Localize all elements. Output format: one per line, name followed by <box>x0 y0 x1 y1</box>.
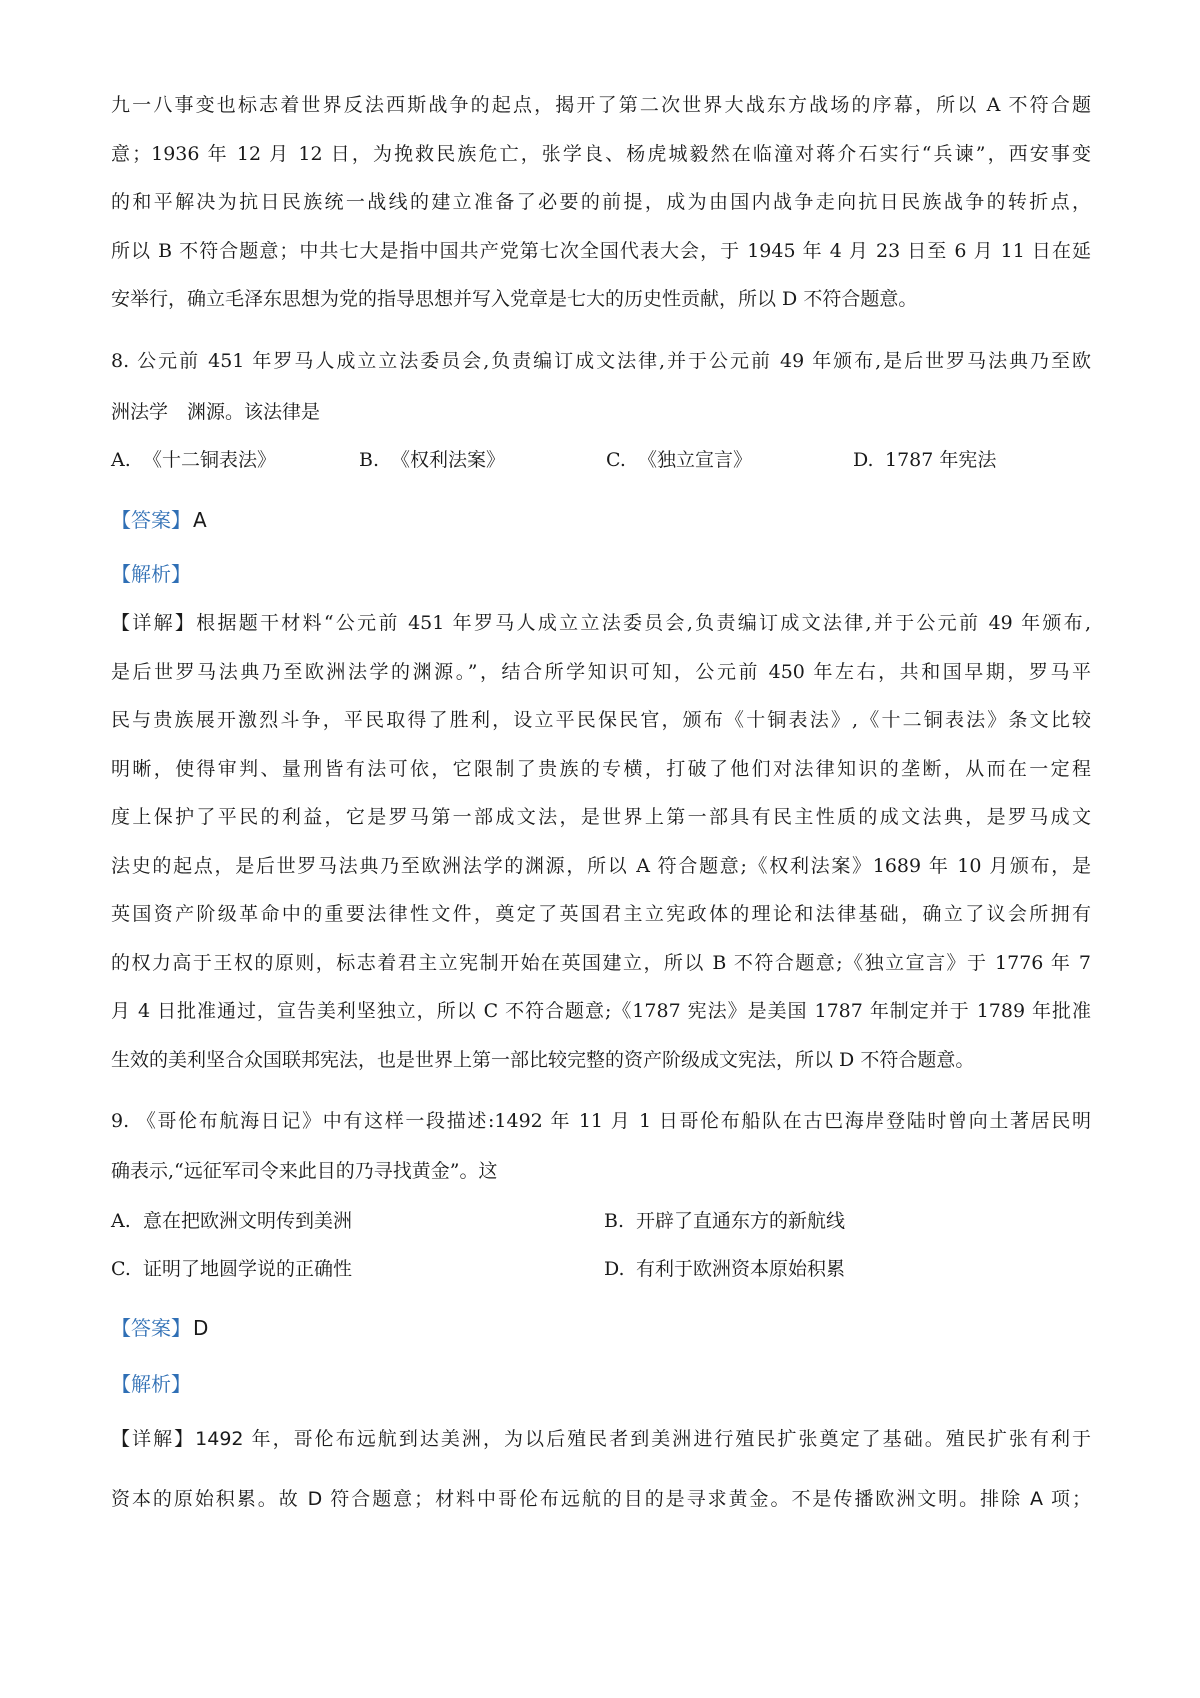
q9-detail-line: 资本的原始积累。故 D 符合题意；材料中哥伦布远航的目的是寻求黄金。不是传播欧洲文明。排除 A 项； <box>111 1488 1091 1510</box>
q8-option-d: D. 1787 年宪法 <box>853 449 997 471</box>
q8-detail-line: 度上保护了平民的利益，它是罗马第一部成文法，是世界上第一部具有民主性质的成文法典，是罗马成文 <box>111 806 1091 828</box>
answer-value: A <box>193 508 207 532</box>
answer-label: 【答案】 <box>111 508 191 532</box>
text-line: 意；1936 年 12 月 12 日，为挽救民族危亡，张学良、杨虎城毅然在临潼对蒋介石实行“兵谏”，西安事变 <box>111 143 1091 165</box>
q8-option-c: C. 《独立宣言》 <box>606 449 753 471</box>
q8-detail-line: 【详解】根据题干材料“公元前 451 年罗马人成立立法委员会,负责编订成文法律,并于公元前 49 年颁布, <box>111 612 1091 634</box>
question-9-stem: 确表示,“远征军司令来此目的乃寻找黄金”。这 <box>111 1160 498 1182</box>
question-8-stem: 洲法学 渊源。该法律是 <box>111 401 321 423</box>
q9-option-d: D. 有利于欧洲资本原始积累 <box>604 1258 846 1280</box>
answer-value: D <box>193 1316 209 1340</box>
text-line: 九一八事变也标志着世界反法西斯战争的起点，揭开了第二次世界大战东方战场的序幕，所以 A 不符合题 <box>111 94 1091 116</box>
q9-analysis-label: 【解析】 <box>111 1372 191 1396</box>
q8-detail-line: 民与贵族展开激烈斗争，平民取得了胜利，设立平民保民官，颁布《十铜表法》,《十二铜表法》条文比较 <box>111 709 1091 731</box>
text-line: 安举行，确立毛泽东思想为党的指导思想并写入党章是七大的历史性贡献，所以 D 不符合题意。 <box>111 288 918 310</box>
q8-detail-line: 生效的美利坚合众国联邦宪法，也是世界上第一部比较完整的资产阶级成文宪法，所以 D 不符合题意。 <box>111 1049 975 1071</box>
q8-detail-line: 法史的起点，是后世罗马法典乃至欧洲法学的渊源，所以 A 符合题意;《权利法案》1689 年 10 月颁布，是 <box>111 855 1091 877</box>
text-line: 所以 B 不符合题意；中共七大是指中国共产党第七次全国代表大会，于 1945 年 4 月 23 日至 6 月 11 日在延 <box>111 240 1091 262</box>
q8-answer <box>111 510 207 530</box>
question-9-stem: 9. 《哥伦布航海日记》中有这样一段描述:1492 年 11 月 1 日哥伦布船队在古巴海岸登陆时曾向土著居民明 <box>111 1110 1091 1132</box>
text-line: 的和平解决为抗日民族统一战线的建立准备了必要的前提，成为由国内战争走向抗日民族战争的转折点， <box>111 191 1091 213</box>
q8-detail-line: 的权力高于王权的原则，标志着君主立宪制开始在英国建立，所以 B 不符合题意;《独立宣言》于 1776 年 7 <box>111 952 1091 974</box>
q8-detail-line: 明晰，使得审判、量刑皆有法可依，它限制了贵族的专横，打破了他们对法律知识的垄断，从而在一定程 <box>111 758 1091 780</box>
q8-option-a: A. 《十二铜表法》 <box>111 449 277 471</box>
q9-option-b: B. 开辟了直通东方的新航线 <box>604 1210 846 1232</box>
q9-detail-line: 【详解】1492 年，哥伦布远航到达美洲，为以后殖民者到美洲进行殖民扩张奠定了基础。殖民扩张有利于 <box>111 1428 1091 1450</box>
q9-answer <box>111 1318 208 1338</box>
q9-option-a: A. 意在把欧洲文明传到美洲 <box>111 1210 353 1232</box>
q8-analysis-label: 【解析】 <box>111 562 191 586</box>
q8-option-b: B. 《权利法案》 <box>359 449 506 471</box>
q9-option-c: C. 证明了地圆学说的正确性 <box>111 1258 353 1280</box>
answer-label: 【答案】 <box>111 1316 191 1340</box>
question-8-stem: 8. 公元前 451 年罗马人成立立法委员会,负责编订成文法律,并于公元前 49 年颁布,是后世罗马法典乃至欧 <box>111 350 1091 372</box>
q8-detail-line: 是后世罗马法典乃至欧洲法学的渊源。”，结合所学知识可知，公元前 450 年左右，共和国早期，罗马平 <box>111 661 1091 683</box>
q8-detail-line: 英国资产阶级革命中的重要法律性文件，奠定了英国君主立宪政体的理论和法律基础，确立了议会所拥有 <box>111 903 1091 925</box>
q8-detail-line: 月 4 日批准通过，宣告美利坚独立，所以 C 不符合题意;《1787 宪法》是美国 1787 年制定并于 1789 年批准 <box>111 1000 1091 1022</box>
